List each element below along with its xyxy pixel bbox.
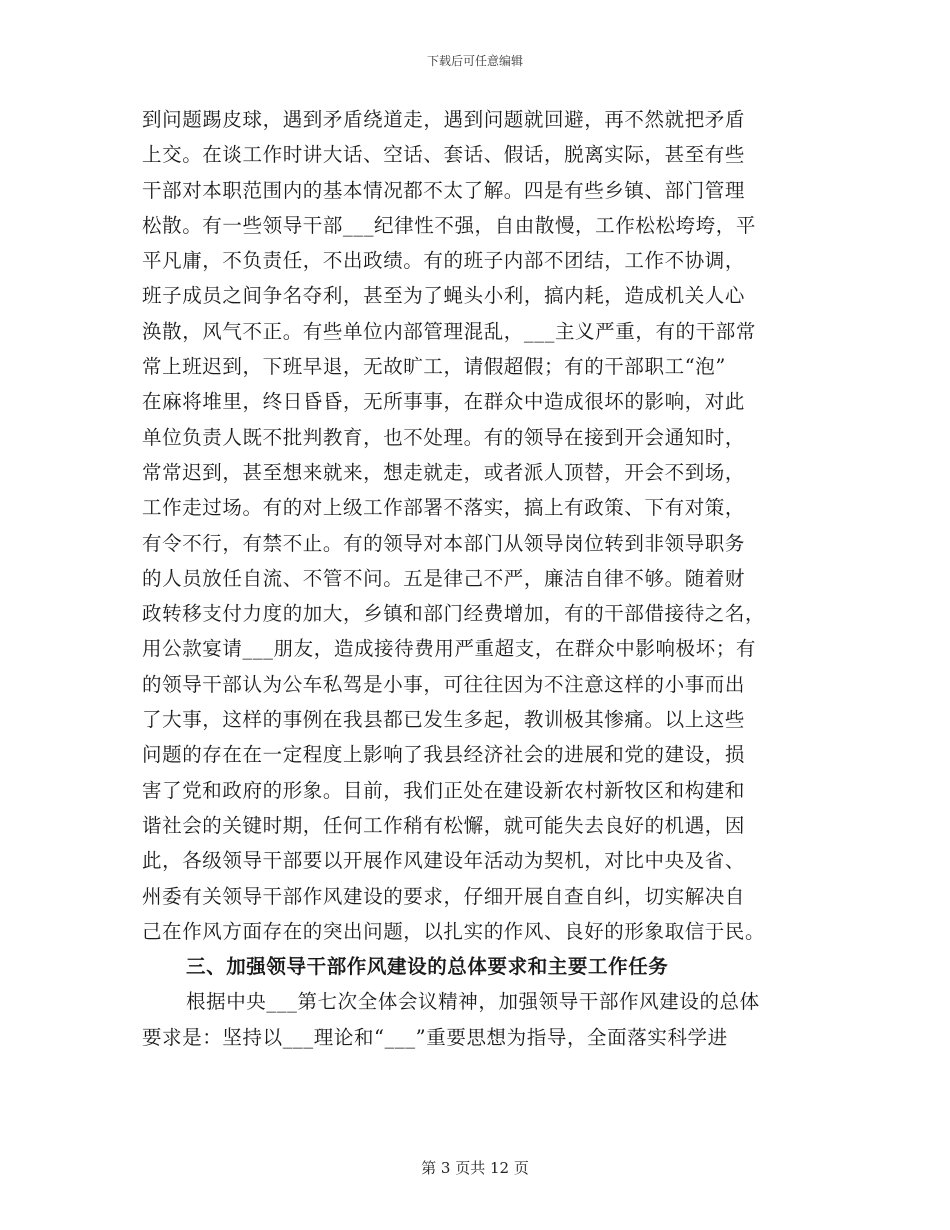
body-line: 班子成员之间争名夺利，甚至为了蝇头小利，搞内耗，造成机关人心 (142, 284, 746, 308)
body-line: 单位负责人既不批判教育，也不处理。有的领导在接到开会通知时， (142, 425, 746, 449)
section-heading: 三、加强领导干部作风建设的总体要求和主要工作任务 (186, 955, 669, 979)
body-line: 了大事，这样的事例在我县都已发生多起，教训极其惨痛。以上这些 (142, 708, 746, 732)
body-line: 用公款宴请___朋友，造成接待费用严重超支，在群众中影响极坏；有 (142, 637, 756, 661)
body-line: 松散。有一些领导干部___纪律性不强，自由散慢，工作松松垮垮，平 (142, 213, 756, 237)
body-line: 工作走过场。有的对上级工作部署不落实，搞上有政策、下有对策， (142, 496, 746, 520)
body-line: 问题的存在在一定程度上影响了我县经济社会的进展和党的建设，损 (142, 743, 746, 767)
body-line: 平凡庸，不负责任，不出政绩。有的班子内部不团结，工作不协调， (142, 249, 746, 273)
body-line: 害了党和政府的形象。目前，我们正处在建设新农村新牧区和构建和 (142, 778, 746, 802)
body-line: 上交。在谈工作时讲大话、空话、套话、假话，脱离实际，甚至有些 (142, 143, 746, 167)
body-line: 的人员放任自流、不管不问。五是律己不严，廉洁自律不够。随着财 (142, 566, 746, 590)
body-line: 在麻将堆里，终日昏昏，无所事事，在群众中造成很坏的影响，对此 (142, 390, 746, 414)
body-line: 州委有关领导干部作风建设的要求，仔细开展自查自纠，切实解决自 (142, 884, 746, 908)
body-line: 到问题踢皮球，遇到矛盾绕道走，遇到问题就回避，再不然就把矛盾 (142, 108, 746, 131)
page-header: 下载后可任意编辑 (426, 54, 523, 68)
body-line: 己在作风方面存在的突出问题，以扎实的作风、良好的形象取信于民。 (142, 919, 766, 943)
body-line: 干部对本职范围内的基本情况都不太了解。四是有些乡镇、部门管理 (142, 178, 746, 202)
body-line: 常常迟到，甚至想来就来，想走就走，或者派人顶替，开会不到场， (142, 460, 746, 484)
document-body (142, 102, 807, 1055)
body-line: 的领导干部认为公车私驾是小事，可往往因为不注意这样的小事而出 (142, 672, 746, 696)
body-line: 常上班迟到，下班早退，无故旷工，请假超假；有的干部职工“泡” (142, 355, 726, 379)
body-line: 要求是：坚持以___理论和“___”重要思想为指导，全面落实科学进 (142, 1025, 728, 1049)
body-line: 涣散，风气不正。有些单位内部管理混乱，___主义严重，有的干部常 (142, 319, 756, 343)
body-line: 根据中央___第七次全体会议精神，加强领导干部作风建设的总体 (186, 990, 760, 1014)
body-line: 有令不行，有禁不止。有的领导对本部门从领导岗位转到非领导职务 (142, 531, 746, 555)
body-line: 此，各级领导干部要以开展作风建设年活动为契机，对比中央及省、 (142, 849, 746, 873)
body-line: 政转移支付力度的加大，乡镇和部门经费增加，有的干部借接待之名， (142, 602, 766, 626)
body-line: 谐社会的关键时期，任何工作稍有松懈，就可能失去良好的机遇，因 (142, 813, 746, 837)
page-footer: 第 3 页共 12 页 (421, 1159, 529, 1177)
